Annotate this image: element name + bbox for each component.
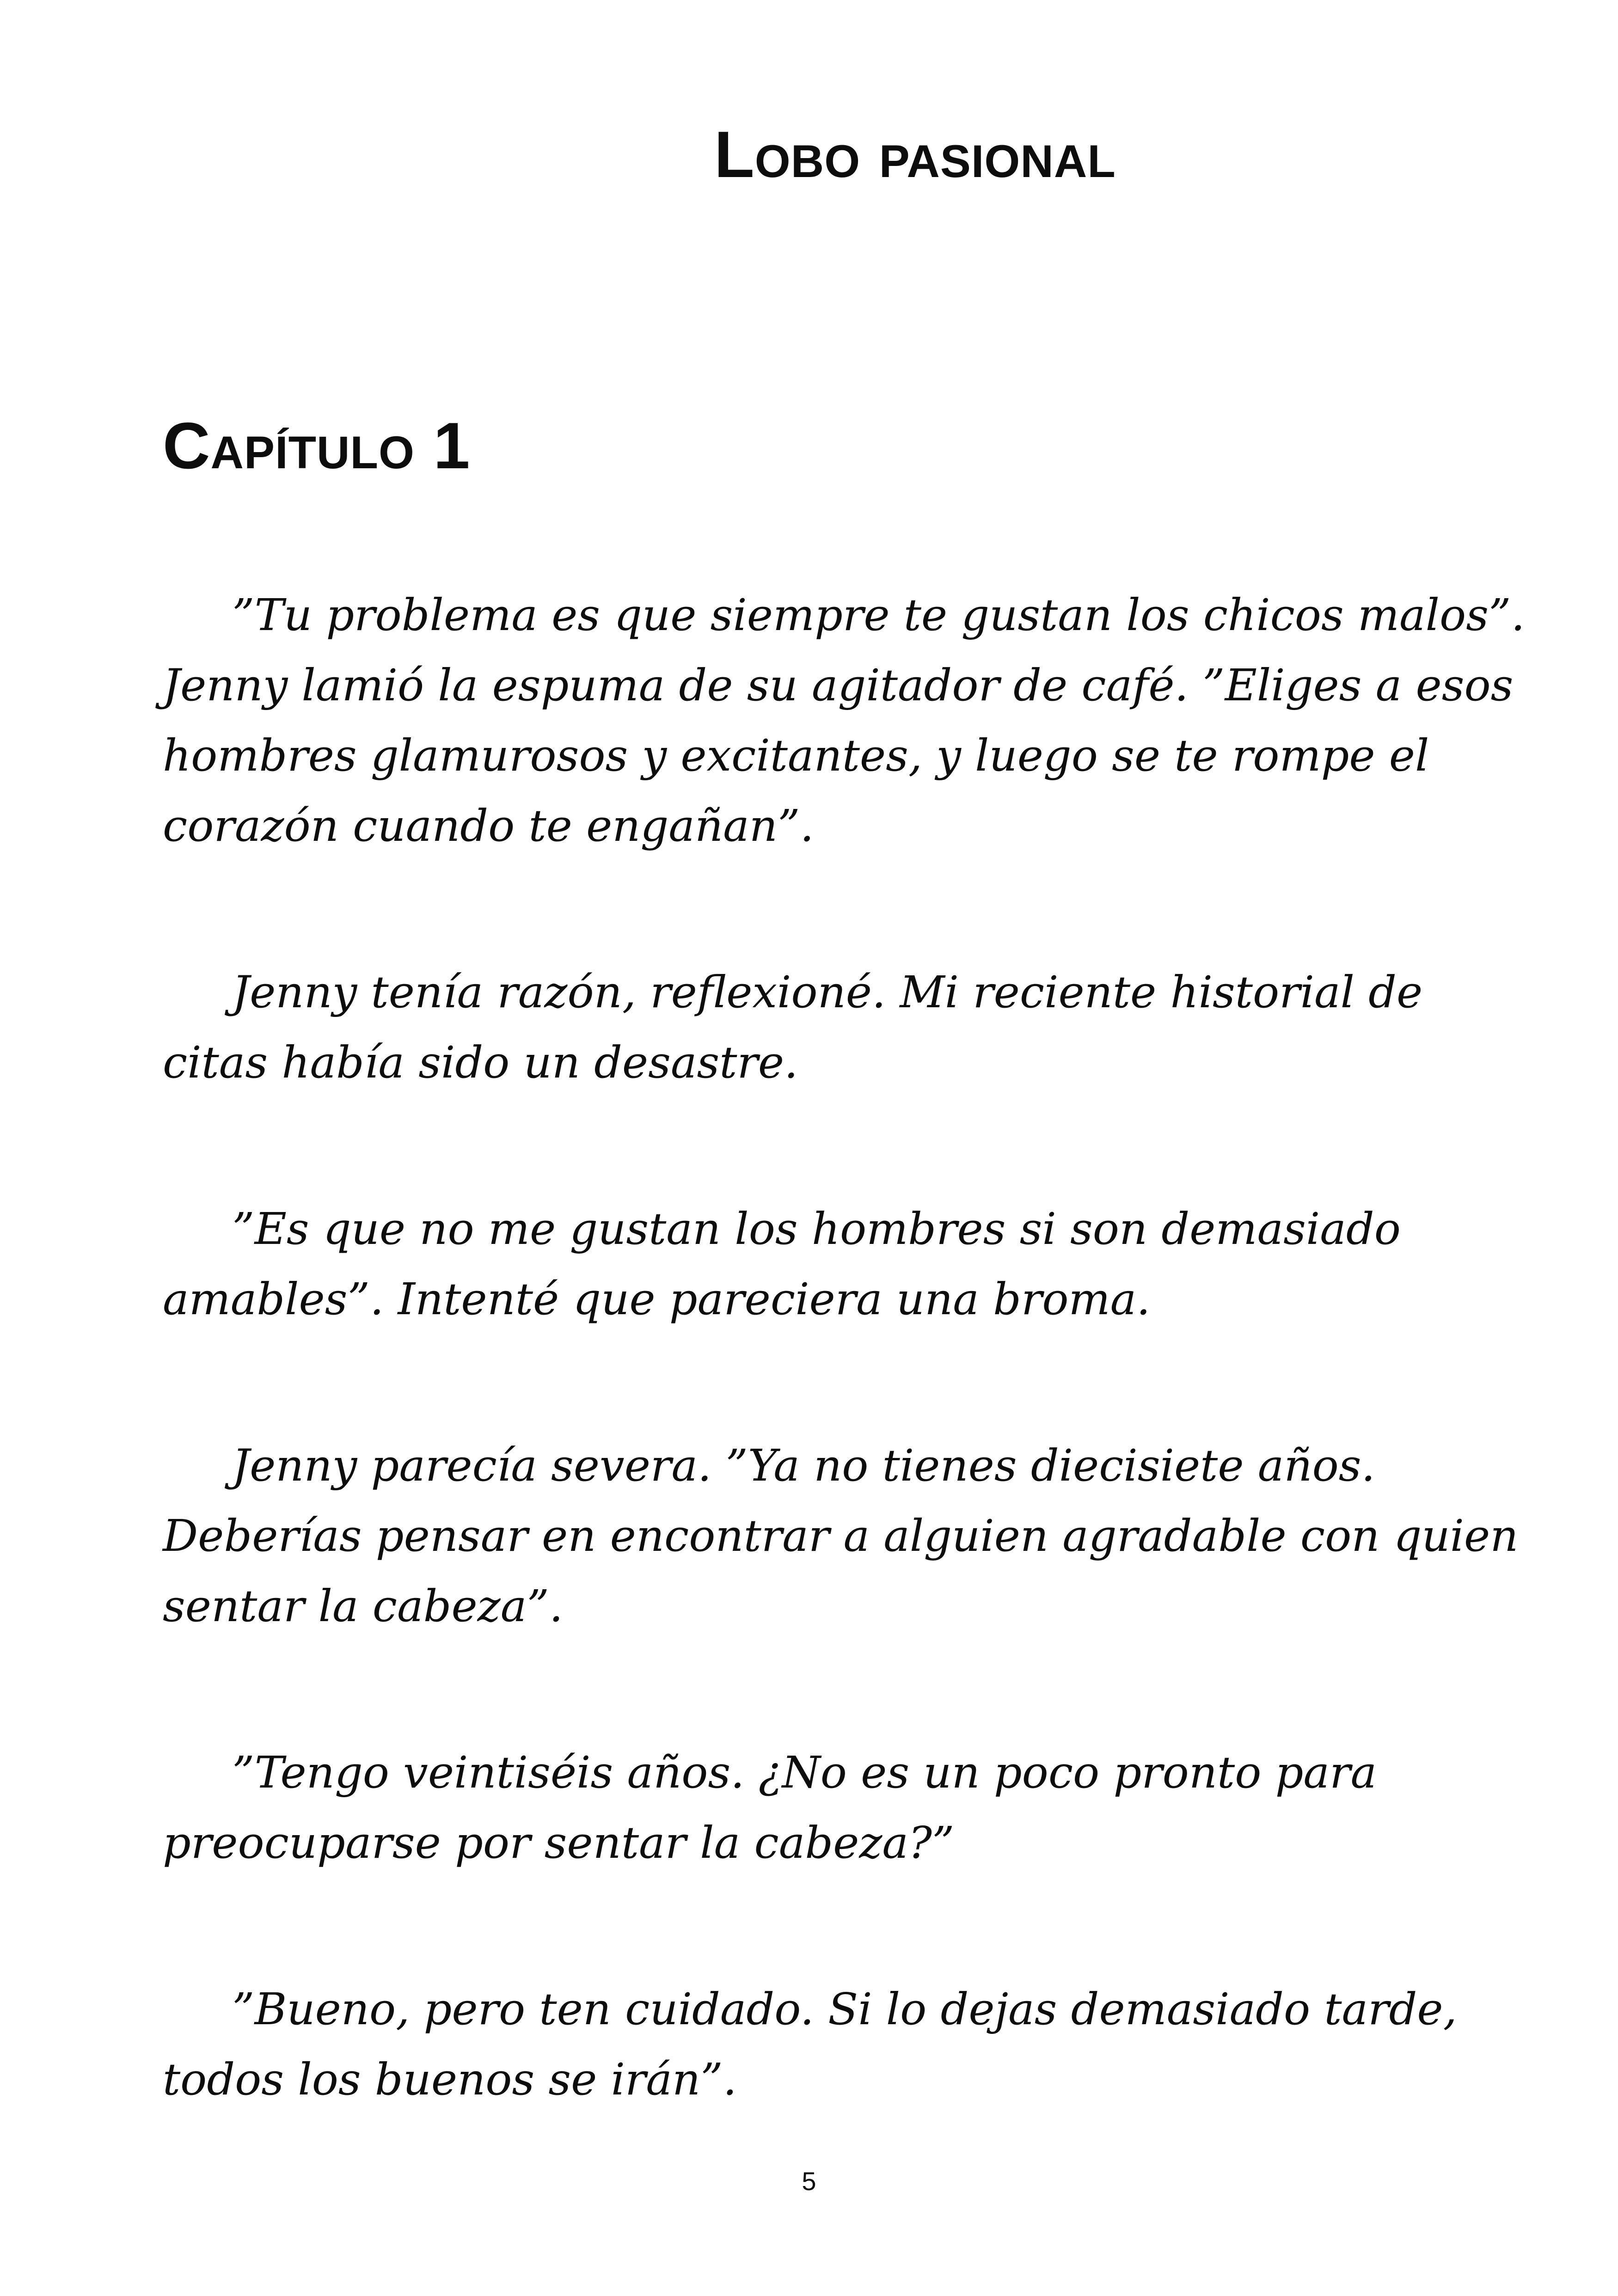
book-title: Lobo pasional	[714, 118, 1116, 191]
paragraph: Jenny tenía razón, reflexioné. Mi reciente historial de citas había sido un desastre.	[163, 967, 1423, 1088]
paragraph: Jenny parecía severa. ”Ya no tienes diecisiete años. Deberías pensar en encontrar a alguien agradable con quien sentar la cabeza”.	[163, 1440, 1519, 1632]
paragraph: ”Tu problema es que siempre te gustan los chicos malos”. Jenny lamió la espuma de su agitador de café. ”Eliges a esos hombres glamurosos y excitantes, y luego se te rompe el corazón cuando te engañan”.	[163, 590, 1525, 851]
paragraph: ”Es que no me gustan los hombres si son demasiado amables”. Intenté que pareciera una broma.	[163, 1204, 1401, 1325]
page-number: 5	[802, 2167, 816, 2196]
paragraph: ”Tengo veintiséis años. ¿No es un poco pronto para preocuparse por sentar la cabeza?”	[163, 1747, 1377, 1868]
chapter-title: Capítulo 1	[163, 409, 471, 483]
chapter-body	[163, 580, 1526, 2211]
paragraph: ”Bueno, pero ten cuidado. Si lo dejas demasiado tarde, todos los buenos se irán”.	[163, 1984, 1457, 2105]
